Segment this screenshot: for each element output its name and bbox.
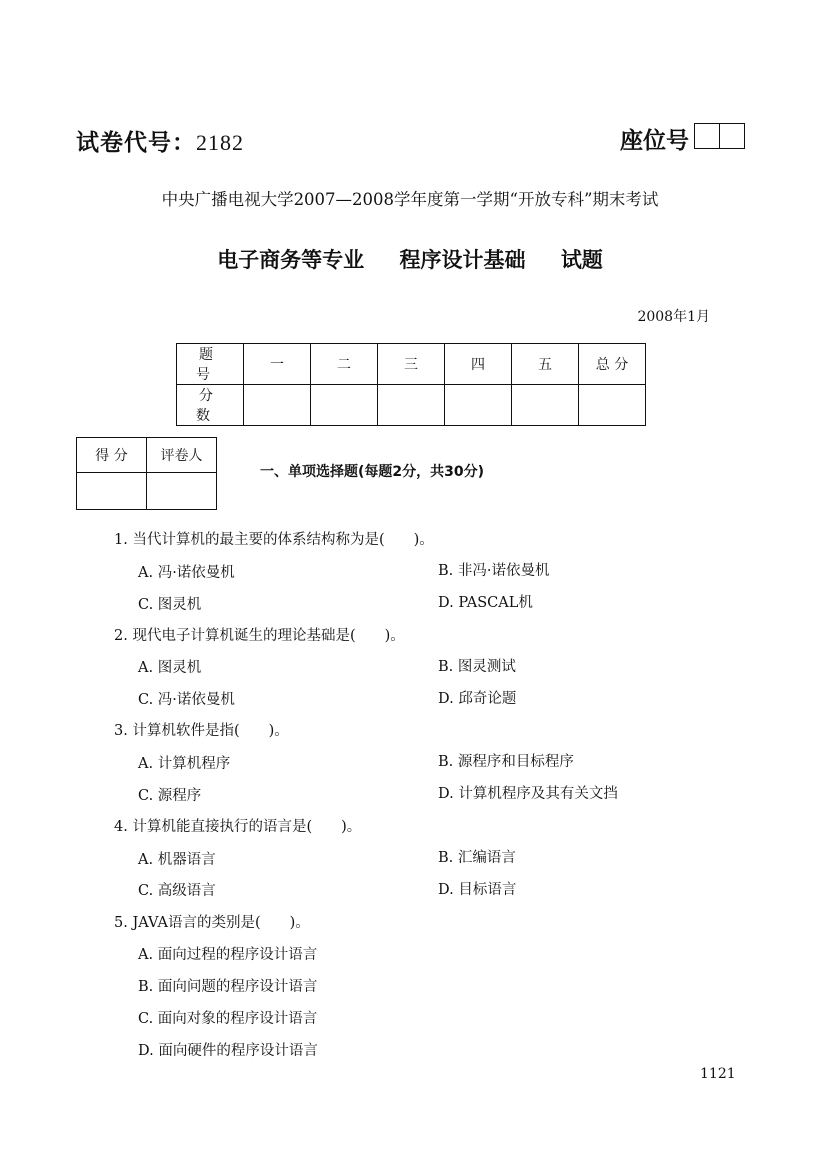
title-suffix: 试题 [560,248,603,272]
question-option: A. 图灵机 [138,660,202,676]
seat-box [694,123,720,149]
question-option: C. 冯·诺依曼机 [138,692,235,708]
score-table-cell: 二 [311,344,378,385]
question-option: C. 图灵机 [138,597,202,613]
question-stem: 1. 当代计算机的最主要的体系结构称为是( )。 [114,532,434,548]
page-number: 1121 [700,1066,736,1082]
question-option: B. 图灵测试 [438,659,516,675]
question-option: A. 计算机程序 [138,756,231,772]
grader-table-cell: 得 分 [77,438,147,473]
grader-table-cell: 评卷人 [147,438,217,473]
score-table-cell: 一 [244,344,311,385]
question-option: D. 邱奇论题 [438,691,517,707]
question-option: D. PASCAL机 [438,595,533,611]
question-option: D. 目标语言 [438,882,517,898]
seat-box [720,123,745,149]
question-option: C. 面向对象的程序设计语言 [138,1011,318,1027]
score-table-header-row [177,344,646,385]
score-entry-cell [311,385,378,426]
section-title: 一、单项选择题(每题2分，共30分) [260,464,485,480]
score-table-cell: 五 [512,344,579,385]
question-option: D. 面向硬件的程序设计语言 [138,1043,318,1059]
exam-code-number: 2182 [196,130,244,155]
grader-table-entry-row [77,473,217,510]
score-table-cell: 三 [378,344,445,385]
question-stem: 4. 计算机能直接执行的语言是( )。 [114,819,362,835]
score-table-cell: 四 [445,344,512,385]
question-option: A. 冯·诺依曼机 [138,565,235,581]
exam-code [76,124,244,157]
score-entry-cell [378,385,445,426]
score-entry-cell [445,385,512,426]
title-course: 程序设计基础 [399,248,526,272]
title-major: 电子商务等专业 [217,248,365,272]
grader-entry-cell [77,473,147,510]
score-table-cell: 题 号 [177,344,244,385]
score-table-score-row [177,385,646,426]
question-option: A. 面向过程的程序设计语言 [138,947,318,963]
question-option: A. 机器语言 [138,852,216,868]
score-table-cell: 总 分 [579,344,646,385]
question-option: B. 面向问题的程序设计语言 [138,979,318,995]
question-option: B. 非冯·诺依曼机 [438,563,550,579]
exam-code-label: 试卷代号： [76,130,196,156]
question-option: B. 源程序和目标程序 [438,754,574,770]
question-option: C. 高级语言 [138,883,216,899]
grader-table [76,437,217,510]
score-entry-cell [512,385,579,426]
question-stem: 5. JAVA语言的类别是( )。 [114,915,310,931]
seat-number-boxes [694,123,745,149]
university-line: 中央广播电视大学2007—2008学年度第一学期“开放专科”期末考试 [161,190,659,209]
question-option: D. 计算机程序及其有关文挡 [438,786,618,802]
exam-date: 2008年1月 [637,309,710,325]
score-entry-cell [244,385,311,426]
score-table [176,343,646,426]
exam-title [0,244,820,274]
question-stem: 2. 现代电子计算机诞生的理论基础是( )。 [114,628,405,644]
question-option: B. 汇编语言 [438,850,516,866]
question-stem: 3. 计算机软件是指( )。 [114,723,289,739]
question-option: C. 源程序 [138,788,202,804]
score-table-cell: 分 数 [177,385,244,426]
grader-table-header-row [77,438,217,473]
score-entry-cell [579,385,646,426]
seat-number-label: 座位号 [620,128,689,154]
grader-entry-cell [147,473,217,510]
